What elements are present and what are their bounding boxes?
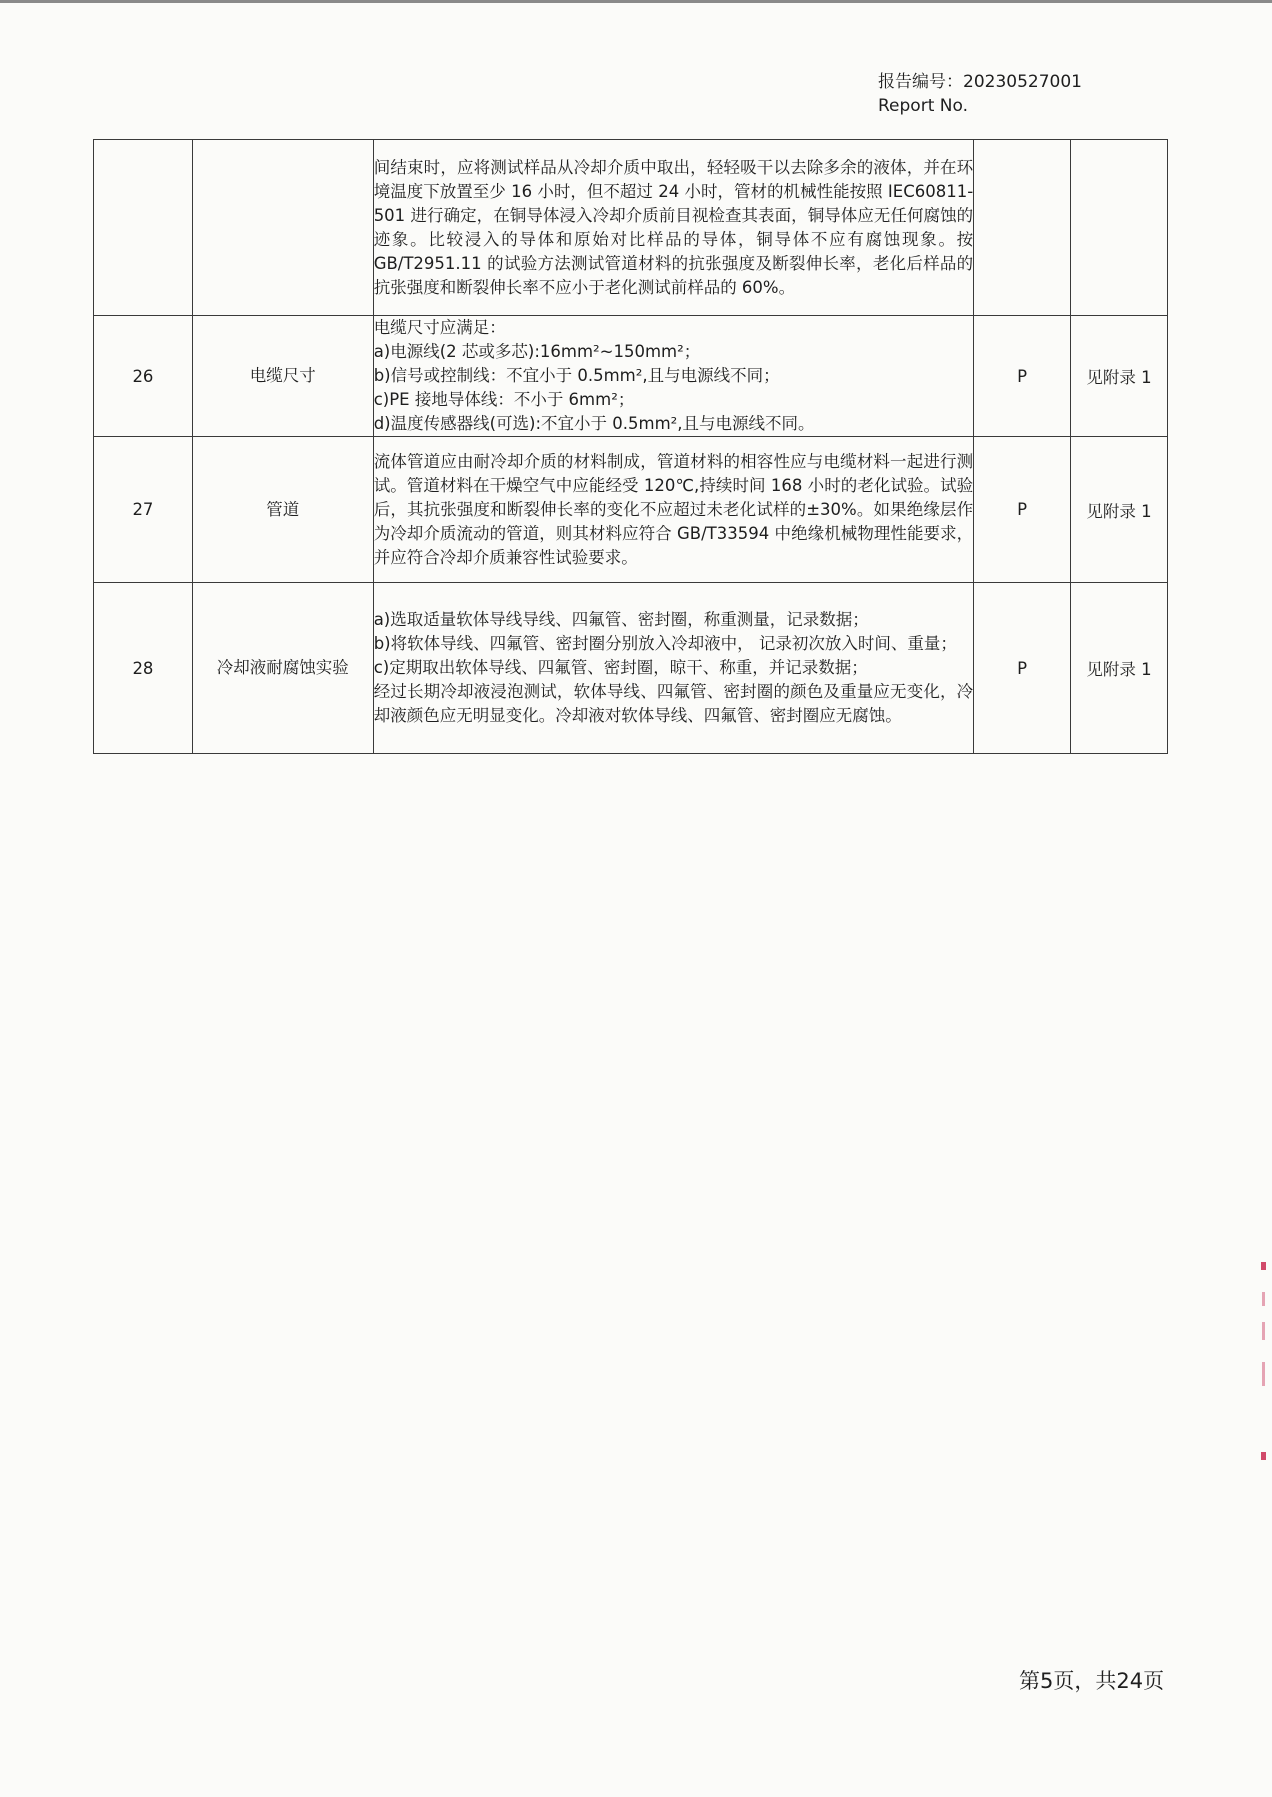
test-results-table — [93, 139, 1168, 754]
report-number-label: 报告编号：20230527001 — [878, 72, 1082, 92]
table-row — [94, 316, 1168, 437]
cell-item-number — [94, 140, 193, 316]
requirement-line: a)电源线(2 芯或多芯):16mm²~150mm²； — [373, 342, 701, 361]
requirement-line: c)PE 接地导体线：不小于 6mm²； — [373, 390, 635, 409]
cell-test-item — [192, 140, 373, 316]
cell-requirement — [373, 583, 973, 754]
cell-test-item: 冷却液耐腐蚀实验 — [192, 583, 373, 754]
requirement-line: 间结束时，应将测试样品从冷却介质中取出，轻轻吸干以去除多余的液体，并在环境温度下放置至少 16 小时，但不超过 24 小时，管材的机械性能按照 IEC60811-501 进行确定，在铜导体浸入冷却介质前目视检查其表面，铜导体应无任何腐蚀的迹象。比较浸入的导体和原始对比样品的导体，铜导体不应有腐蚀现象。按 GB/T2951.11 的试验方法测试管道材料的抗张强度及断裂伸长率，老化后样品的抗张强度和断裂伸长率不应小于老化测试前样品的 60%。 — [373, 157, 974, 297]
top-border-line — [0, 0, 1272, 3]
table-row — [94, 583, 1168, 754]
requirement-line: 经过长期冷却液浸泡测试，软体导线、四氟管、密封圈的颜色及重量应无变化，冷却液颜色应无明显变化。冷却液对软体导线、四氟管、密封圈应无腐蚀。 — [373, 682, 974, 725]
cell-requirement — [373, 140, 973, 316]
requirement-line: 电缆尺寸应满足： — [373, 318, 506, 337]
table-row — [94, 437, 1168, 583]
requirement-line: 流体管道应由耐冷却介质的材料制成，管道材料的相容性应与电缆材料一起进行测试。管道材料在干燥空气中应能经受 120℃,持续时间 168 小时的老化试验。试验后，其抗张强度和断裂伸长率的变化不应超过未老化试样的±30%。如果绝缘层作为冷却介质流动的管道，则其材料应符合 GB/T33594 中绝缘机械物理性能要求，并应符合冷却介质兼容性试验要求。 — [373, 451, 974, 567]
page-number: 第5页，共24页 — [1019, 1669, 1165, 1693]
cell-test-item: 管道 — [192, 437, 373, 583]
requirement-line: d)温度传感器线(可选):不宜小于 0.5mm²,且与电源线不同。 — [373, 414, 815, 433]
cell-result — [974, 140, 1071, 316]
cell-item-number: 28 — [94, 583, 193, 754]
cell-remark — [1071, 140, 1168, 316]
cell-test-item: 电缆尺寸 — [192, 316, 373, 437]
cell-requirement — [373, 316, 973, 437]
report-number-block — [878, 70, 1082, 118]
cell-result: P — [974, 583, 1071, 754]
cell-item-number: 26 — [94, 316, 193, 437]
cell-remark: 见附录 1 — [1071, 583, 1168, 754]
cell-remark: 见附录 1 — [1071, 437, 1168, 583]
requirement-line: b)信号或控制线：不宜小于 0.5mm²,且与电源线不同； — [373, 366, 780, 385]
cell-remark: 见附录 1 — [1071, 316, 1168, 437]
cell-result: P — [974, 316, 1071, 437]
cell-result: P — [974, 437, 1071, 583]
seal-stamp-fragment — [1258, 1262, 1270, 1462]
cell-requirement — [373, 437, 973, 583]
requirement-line: c)定期取出软体导线、四氟管、密封圈，晾干、称重，并记录数据； — [373, 658, 868, 677]
report-number-label-en: Report No. — [878, 96, 968, 116]
cell-item-number: 27 — [94, 437, 193, 583]
table-row — [94, 140, 1168, 316]
requirement-line: a)选取适量软体导线导线、四氟管、密封圈，称重测量，记录数据； — [373, 610, 869, 629]
requirement-line: b)将软体导线、四氟管、密封圈分别放入冷却液中， 记录初次放入时间、重量； — [373, 634, 957, 653]
